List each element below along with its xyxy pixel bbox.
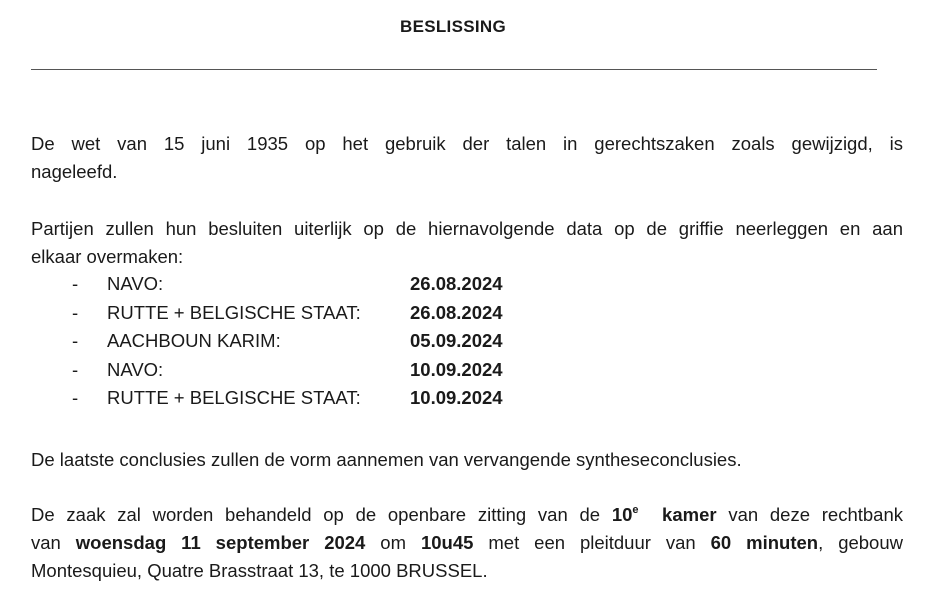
list-item bbox=[0, 359, 930, 388]
deadline-date: 10.09.2024 bbox=[410, 387, 503, 408]
hearing-line-2 bbox=[31, 529, 903, 557]
list-bullet: - bbox=[72, 358, 79, 380]
hearing-text-6: , gebouw bbox=[818, 532, 903, 553]
chamber-superscript: e bbox=[632, 504, 639, 516]
hearing-date: woensdag 11 september 2024 bbox=[75, 532, 366, 553]
deadlines-list bbox=[0, 273, 930, 416]
hearing-duration: 60 minuten bbox=[710, 532, 819, 553]
list-bullet: - bbox=[72, 301, 79, 323]
chamber-number-value: 10 bbox=[611, 504, 633, 525]
list-item bbox=[0, 387, 930, 416]
party-name: NAVO: bbox=[107, 273, 164, 294]
deadlines-intro-line-1: Partijen zullen hun besluiten uiterlijk op de hiernavolgende data op de griffie neerleggen en aan bbox=[31, 218, 903, 239]
party-name: RUTTE + BELGISCHE STAAT: bbox=[107, 301, 361, 323]
list-bullet: - bbox=[72, 330, 79, 351]
list-item bbox=[0, 273, 930, 302]
party-name: AACHBOUN KARIM: bbox=[107, 330, 281, 351]
hearing-line-1 bbox=[31, 501, 903, 529]
hearing-text-4: om bbox=[365, 532, 421, 553]
conclusions-paragraph: De laatste conclusies zullen de vorm aannemen van vervangende syntheseconclusies. bbox=[31, 449, 742, 470]
party-name: NAVO: bbox=[107, 358, 164, 380]
list-bullet: - bbox=[72, 273, 79, 294]
list-item bbox=[0, 330, 930, 359]
heading-divider bbox=[31, 69, 877, 70]
chamber-number bbox=[612, 504, 717, 525]
hearing-text-5: met een pleitduur van bbox=[473, 532, 711, 553]
hearing-paragraph bbox=[31, 501, 903, 585]
chamber-word: kamer bbox=[662, 504, 717, 525]
party-name: RUTTE + BELGISCHE STAAT: bbox=[107, 387, 361, 408]
document-heading: BESLISSING bbox=[400, 17, 506, 36]
deadline-date: 05.09.2024 bbox=[410, 330, 503, 351]
list-item bbox=[0, 302, 930, 331]
hearing-text-2: van deze rechtbank bbox=[716, 504, 904, 525]
deadlines-intro-line-2: elkaar overmaken: bbox=[31, 246, 184, 267]
language-law-line-2: nageleefd. bbox=[31, 161, 118, 182]
hearing-time: 10u45 bbox=[420, 532, 474, 553]
list-bullet: - bbox=[72, 387, 79, 408]
hearing-text-1: De zaak zal worden behandeld op de openbare zitting van de bbox=[31, 504, 612, 525]
deadline-date: 10.09.2024 bbox=[410, 358, 503, 380]
hearing-text-3: van bbox=[31, 532, 76, 553]
language-law-paragraph bbox=[31, 130, 903, 186]
deadlines-intro-paragraph bbox=[31, 215, 903, 271]
deadline-date: 26.08.2024 bbox=[410, 273, 503, 294]
language-law-line-1: De wet van 15 juni 1935 op het gebruik der talen in gerechtszaken zoals gewijzigd, is bbox=[31, 133, 903, 154]
hearing-address: Montesquieu, Quatre Brasstraat 13, te 1000 BRUSSEL. bbox=[31, 560, 488, 581]
deadline-date: 26.08.2024 bbox=[410, 301, 503, 323]
